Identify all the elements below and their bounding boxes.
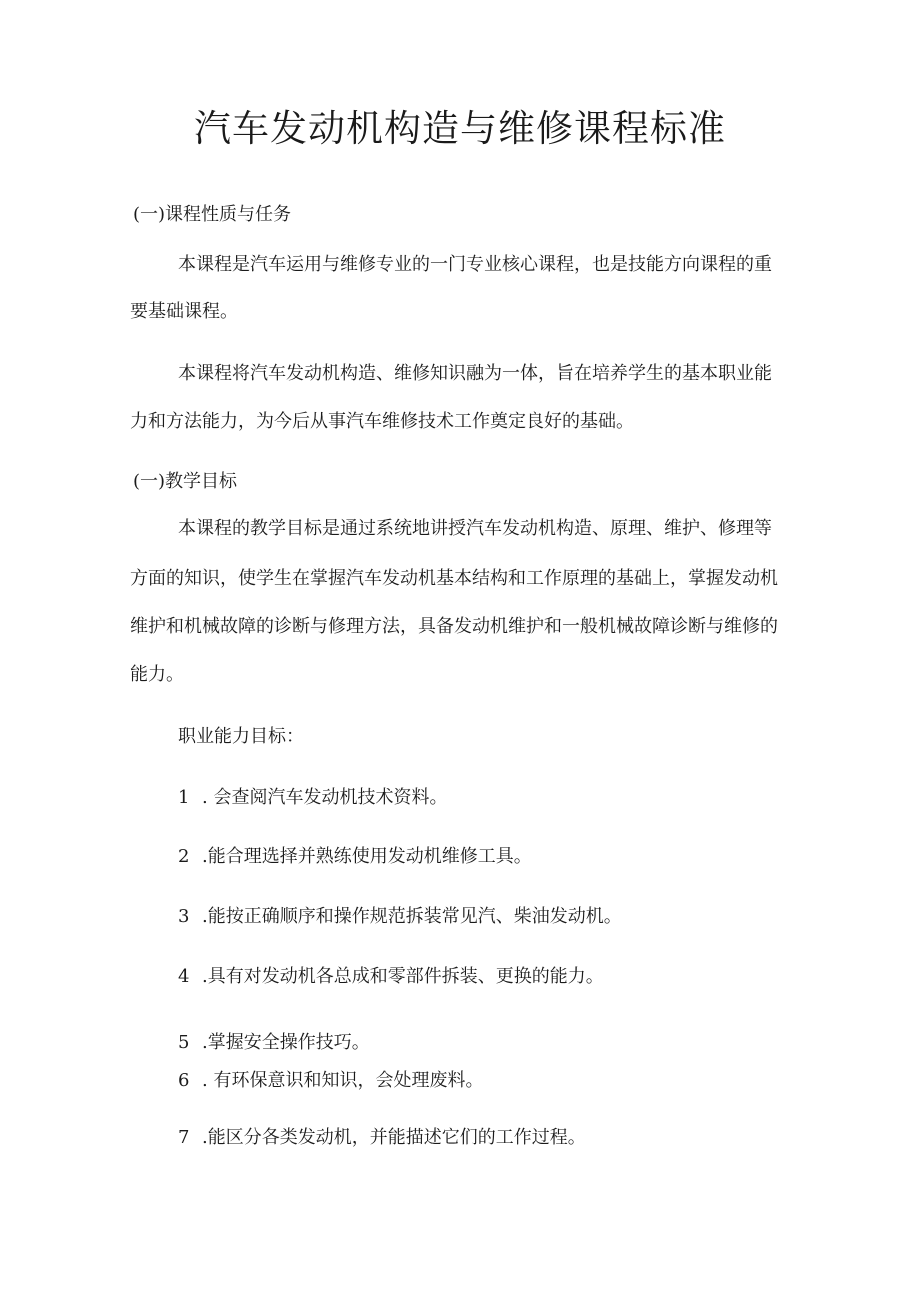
goal-item	[178, 904, 622, 930]
section-heading-course-nature: (一)课程性质与任务	[133, 204, 292, 225]
goal-text: .掌握安全操作技巧。	[202, 1032, 370, 1053]
goal-number: 2	[178, 846, 190, 867]
goal-number: 3	[178, 906, 190, 927]
goal-text: .能按正确顺序和操作规范拆装常见汽、柴油发动机。	[202, 906, 622, 927]
paragraph-line: 本课程的教学目标是通过系统地讲授汽车发动机构造、原理、维护、修理等	[178, 518, 772, 539]
goal-item	[178, 844, 532, 870]
goal-text: . 会查阅汽车发动机技术资料。	[202, 787, 448, 808]
goal-text: .能区分各类发动机，并能描述它们的工作过程。	[202, 1127, 586, 1148]
goal-text: .具有对发动机各总成和零部件拆装、更换的能力。	[202, 966, 604, 987]
paragraph-line: 本课程将汽车发动机构造、维修知识融为一体，旨在培养学生的基本职业能	[178, 363, 772, 384]
goal-number: 7	[178, 1127, 190, 1148]
paragraph-line: 力和方法能力，为今后从事汽车维修技术工作奠定良好的基础。	[130, 411, 634, 432]
document-title: 汽车发动机构造与维修课程标准	[194, 107, 726, 150]
paragraph-line: 要基础课程。	[130, 301, 238, 322]
paragraph-line: 本课程是汽车运用与维修专业的一门专业核心课程，也是技能方向课程的重	[178, 254, 772, 275]
goals-label: 职业能力目标：	[178, 726, 304, 747]
goal-text: .能合理选择并熟练使用发动机维修工具。	[202, 846, 532, 867]
goal-number: 1	[178, 787, 190, 808]
paragraph-line: 维护和机械故障的诊断与修理方法，具备发动机维护和一般机械故障诊断与维修的	[130, 616, 778, 637]
goal-item	[178, 964, 604, 990]
goal-item	[178, 1068, 483, 1094]
goal-number: 5	[178, 1032, 190, 1053]
goal-item	[178, 1030, 370, 1056]
goal-text: . 有环保意识和知识，会处理废料。	[202, 1070, 484, 1091]
goal-item	[178, 785, 447, 811]
section-heading-teaching-goals: (一)教学目标	[133, 471, 238, 492]
paragraph-line: 能力。	[130, 664, 184, 685]
goal-item	[178, 1125, 586, 1151]
goal-number: 6	[178, 1070, 190, 1091]
goal-number: 4	[178, 966, 190, 987]
paragraph-line: 方面的知识，使学生在掌握汽车发动机基本结构和工作原理的基础上，掌握发动机	[130, 568, 778, 589]
